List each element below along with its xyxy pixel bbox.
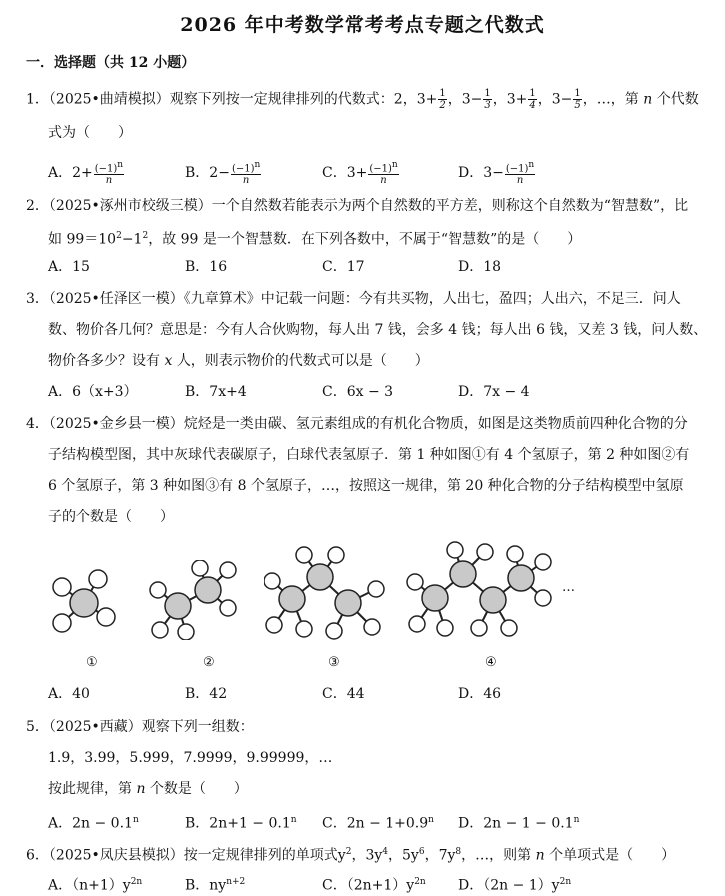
molecule-1-figure (48, 565, 118, 640)
question-5-stem-cont: 按此规律，第 n 个数是（ ） (48, 781, 248, 797)
question-4-stem-cont3: 子的个数是（ ） (48, 509, 174, 525)
question-2-stem-cont: 如 $99=10^2-1^2$，故 99 是一个智慧数．在下列各数中，不属于“智慧数”的是（ ） (48, 231, 582, 248)
q1-option-c[interactable]: C．3+ $\frac{(-1)^n}{n}$ (322, 160, 398, 187)
q4-option-c[interactable]: C．44 (322, 686, 365, 702)
molecule-3-figure (264, 545, 394, 640)
figure-label: ③ (328, 655, 340, 670)
q5-option-c[interactable]: C．$2n - 1+0.9^n$ (322, 815, 434, 832)
question-5-sequence: 1.9，3.99，5.999，7.9999，9.99999，… (48, 750, 333, 766)
q6-option-c[interactable]: C．$(2n+1)y^{2n}$ (322, 877, 426, 894)
q1-text: 个代数 (656, 91, 699, 108)
q1-option-a[interactable]: A．2+ $\frac{(-1)^n}{n}$ (48, 160, 124, 187)
molecule-4-figure (405, 540, 555, 640)
fraction: $\frac{1}{3}$ (484, 88, 491, 111)
q4-option-b[interactable]: B．42 (185, 686, 228, 702)
q5-option-b[interactable]: B．$2n+1 - 0.1^n$ (185, 815, 297, 832)
figure-label: ① (86, 655, 98, 670)
section-heading: 一．选择题（共 12 小题） (26, 55, 196, 71)
figure-label: ② (203, 655, 215, 670)
question-3-stem-cont2: 物价各多少？设有 x 人，则表示物价的代数式可以是（ ） (48, 353, 429, 369)
page-title: 2026 年中考数学常考考点专题之代数式 (180, 14, 545, 36)
q1-text: ，3− (447, 91, 483, 108)
q6-option-a[interactable]: A．$(n+1)y^{2n}$ (48, 877, 143, 894)
q1-text: 1．（2025•曲靖模拟）观察下列按一定规律排列的代数式：2，3+ (26, 91, 438, 108)
q1-text: ，…，第 (582, 91, 639, 108)
question-4-stem: 4．（2025•金乡县一模）烷烃是一类由碳、氢元素组成的有机化合物质，如图是这类物质前四种化合物的分 (26, 416, 688, 432)
q1-option-b[interactable]: B．2− $\frac{(-1)^n}{n}$ (185, 160, 261, 187)
q3-option-d[interactable]: D．7x − 4 (458, 384, 530, 400)
q3-option-b[interactable]: B．7x+4 (185, 384, 247, 400)
q2-option-a[interactable]: A．15 (48, 259, 90, 275)
figure-ellipsis: … (562, 580, 575, 595)
figure-label: ④ (485, 655, 497, 670)
question-4-stem-cont2: 6 个氢原子，第 3 种如图③有 8 个氢原子，…，按照这一规律，第 20 种化合物的分子结构模型中氢原 (48, 478, 684, 494)
question-1-stem (26, 88, 699, 111)
molecule-2-figure (148, 560, 248, 640)
question-1-stem-cont: 式为（ ） (48, 125, 132, 141)
q4-option-d[interactable]: D．46 (458, 686, 502, 702)
question-6-stem: 6．（2025•凤庆县模拟）按一定规律排列的单项式$y^2$，$3y^4$，$5y^6$，$7y^8$，…，则第 n 个单项式是（ ） (26, 847, 676, 864)
q2-option-d[interactable]: D．18 (458, 259, 502, 275)
q5-option-a[interactable]: A．$2n - 0.1^n$ (48, 815, 139, 832)
question-3-stem-cont: 数、物价各几何？意思是：今有人合伙购物，每人出 7 钱，会多 4 钱；每人出 6 钱，又差 3 钱，问人数、 (48, 322, 708, 338)
q5-option-d[interactable]: D．$2n - 1 - 0.1^n$ (458, 815, 580, 832)
q6-option-b[interactable]: B．$ny^{n+2}$ (185, 877, 246, 894)
fraction: $\frac{1}{4}$ (529, 88, 536, 111)
q2-option-c[interactable]: C．17 (322, 259, 365, 275)
q1-option-d[interactable]: D．3− $\frac{(-1)^n}{n}$ (458, 160, 535, 187)
variable-n: n (643, 91, 653, 108)
question-2-stem: 2．（2025•涿州市校级三模）一个自然数若能表示为两个自然数的平方差，则称这个自然数为“智慧数”，比 (26, 198, 689, 214)
q4-option-a[interactable]: A．40 (48, 686, 90, 702)
q3-option-c[interactable]: C．6x − 3 (322, 384, 394, 400)
q1-text: ，3− (537, 91, 573, 108)
question-3-stem: 3．（2025•任泽区一模）《九章算术》中记载一问题：今有共买物，人出七，盈四；人出六，不足三．问人 (26, 291, 681, 307)
q2-option-b[interactable]: B．16 (185, 259, 228, 275)
question-5-stem: 5．（2025•西藏）观察下列一组数： (26, 719, 254, 735)
q1-text: ，3+ (492, 91, 528, 108)
q3-option-a[interactable]: A．6（x+3） (48, 384, 138, 400)
fraction: $\frac{1}{2}$ (439, 88, 446, 111)
question-4-stem-cont: 子结构模型图，其中灰球代表碳原子，白球代表氢原子．第 1 种如图①有 4 个氢原子，第 2 种如图②有 (48, 447, 690, 463)
fraction: $\frac{1}{5}$ (574, 88, 581, 111)
q6-option-d[interactable]: D．$(2n - 1)y^{2n}$ (458, 877, 572, 894)
